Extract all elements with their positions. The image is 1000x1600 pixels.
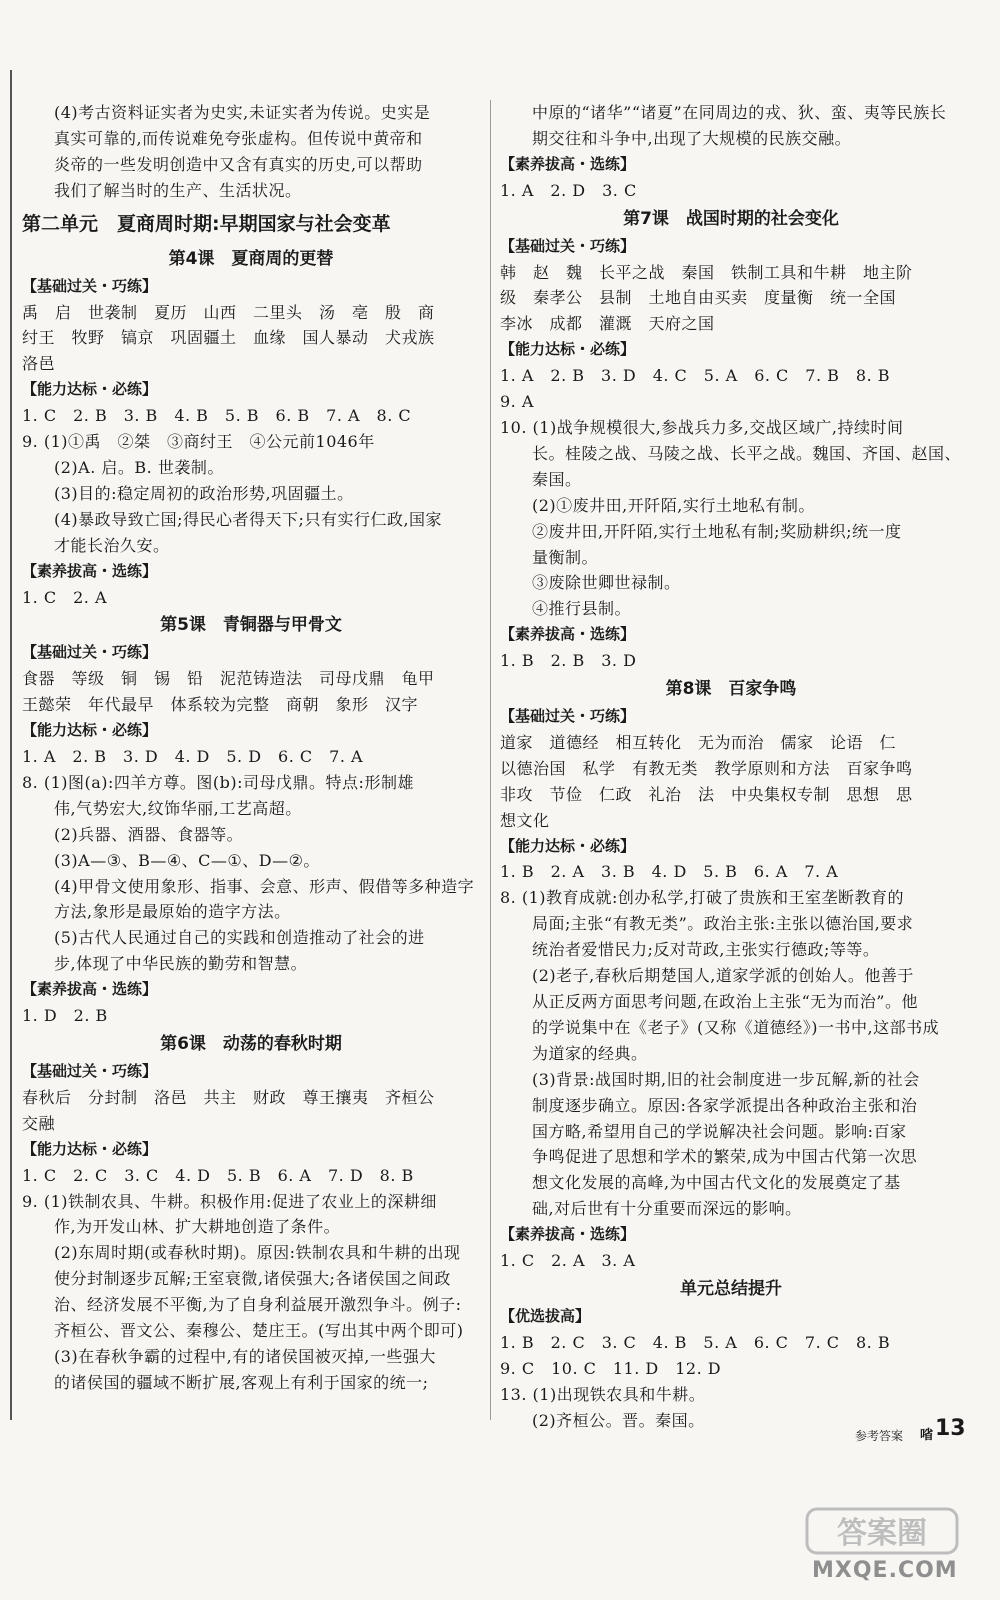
text-line: (2)东周时期(或春秋时期)。原因:铁制农具和牛耕的出现 — [54, 1243, 461, 1263]
text-line: (2)兵器、酒器、食器等。 — [54, 824, 244, 844]
text-line: 9. (1)①禹 ②桀 ③商纣王 ④公元前1046年 — [22, 432, 375, 452]
text-line: 长。桂陵之战、马陵之战、长平之战。魏国、齐国、赵国、 — [532, 443, 962, 463]
text-line: 10. (1)战争规模很大,参战兵力多,交战区域广,持续时间 — [500, 417, 904, 437]
text-line: 齐桓公、晋文公、秦穆公、楚庄王。(写出其中两个即可) — [54, 1321, 464, 1341]
section-heading: 【优选拔高】 — [500, 1306, 591, 1325]
watermark-site: MXQE.COM — [812, 1558, 958, 1583]
lesson-title: 第5课 青铜器与甲骨文 — [160, 615, 342, 636]
text-line: 纣王 牧野 镐京 巩固疆土 血缘 国人暴动 犬戎族 — [22, 328, 435, 348]
text-line: 1. A 2. B 3. D 4. C 5. A 6. C 7. B 8. B — [500, 366, 891, 386]
text-line: 的学说集中在《老子》(又称《道德经》)一书中,这部书成 — [532, 1017, 940, 1037]
section-heading: 【能力达标・必练】 — [22, 380, 158, 399]
text-line: 步,体现了中华民族的勤劳和智慧。 — [54, 954, 308, 974]
text-line: 道家 道德经 相互转化 无为而治 儒家 论语 仁 — [500, 732, 897, 752]
watermark-logo — [805, 1505, 965, 1557]
section-heading: 【能力达标・必练】 — [22, 721, 158, 740]
text-line: 1. C 2. C 3. C 4. D 5. B 6. A 7. D 8. B — [22, 1165, 414, 1185]
text-line: ③废除世卿世禄制。 — [532, 573, 681, 593]
text-line: 王懿荣 年代最早 体系较为完整 商朝 象形 汉字 — [22, 695, 419, 715]
section-heading: 【能力达标・必练】 — [500, 340, 636, 359]
text-line: 从正反两方面思考问题,在政治上主张“无为而治”。他 — [532, 992, 918, 1011]
text-line: (2)老子,春秋后期楚国人,道家学派的创始人。他善于 — [532, 966, 914, 986]
text-line: 使分封制逐步瓦解;王室衰微,诸侯强大;各诸侯国之间政 — [54, 1269, 451, 1289]
section-heading: 【基础过关・巧练】 — [22, 276, 158, 295]
text-line: 期交往和斗争中,出现了大规模的民族交融。 — [532, 128, 852, 148]
text-line: 食器 等级 铜 锡 铅 泥范铸造法 司母戊鼎 龟甲 — [22, 669, 435, 689]
text-line: 春秋后 分封制 洛邑 共主 财政 尊王攘夷 齐桓公 — [22, 1087, 435, 1107]
section-heading: 【基础过关・巧练】 — [500, 236, 636, 255]
text-line: (4)暴政导致亡国;得民心者得天下;只有实行仁政,国家 — [54, 509, 443, 529]
text-line: 为道家的经典。 — [532, 1043, 648, 1063]
text-line: 秦国。 — [532, 469, 582, 489]
text-line: 量衡制。 — [532, 547, 599, 567]
text-line: 伟,气势宏大,纹饰华丽,工艺高超。 — [54, 798, 302, 818]
text-line: 禹 启 世袭制 夏历 山西 二里头 汤 亳 殷 商 — [22, 302, 435, 322]
text-line: 统治者爱惜民力;反对苛政,主张实行德政;等等。 — [532, 940, 880, 960]
text-line: 1. A 2. D 3. C — [500, 180, 637, 200]
section-heading: 【素养拔高・选练】 — [500, 625, 636, 644]
text-line: 我们了解当时的生产、生活状况。 — [54, 180, 302, 200]
text-line: (3)在春秋争霸的过程中,有的诸侯国被灭掉,一些强大 — [54, 1346, 436, 1366]
text-line: 1. C 2. A — [22, 587, 108, 607]
text-line: (4)考古资料证实者为史实,未证实者为传说。史实是 — [54, 103, 431, 122]
text-line: ②废井田,开阡陌,实行土地私有制;奖励耕织;统一度 — [532, 521, 902, 541]
text-line: 非攻 节俭 仁政 礼治 法 中央集权专制 思想 思 — [500, 784, 913, 804]
section-heading: 【素养拔高・选练】 — [500, 1225, 636, 1244]
text-line: 1. B 2. A 3. B 4. D 5. B 6. A 7. A — [500, 862, 839, 882]
lesson-title: 第7课 战国时期的社会变化 — [623, 208, 839, 229]
text-line: 真实可靠的,而传说难免夸张虚构。但传说中黄帝和 — [54, 128, 423, 148]
text-line: 1. B 2. C 3. C 4. B 5. A 6. C 7. C 8. B — [500, 1332, 891, 1352]
text-line: 韩 赵 魏 长平之战 秦国 铁制工具和牛耕 地主阶 — [500, 262, 913, 282]
text-line: 9. (1)铁制农具、牛耕。积极作用:促进了农业上的深耕细 — [22, 1191, 437, 1211]
page-edge-line — [10, 70, 12, 1420]
lesson-title: 第4课 夏商周的更替 — [168, 248, 334, 269]
text-line: 1. C 2. A 3. A — [500, 1251, 636, 1271]
text-line: 炎帝的一些发明创造中又含有真实的历史,可以帮助 — [54, 154, 423, 174]
text-line: 的诸侯国的疆域不断扩展,客观上有利于国家的统一; — [54, 1372, 429, 1392]
text-line: 争鸣促进了思想和学术的繁荣,成为中国古代第一次思 — [532, 1147, 918, 1167]
text-line: 1. A 2. B 3. D 4. D 5. D 6. C 7. A — [22, 747, 364, 767]
section-heading: 【素养拔高・选练】 — [22, 980, 158, 999]
text-line: 洛邑 — [22, 354, 56, 374]
text-line: (3)背景:战国时期,旧的社会制度进一步瓦解,新的社会 — [532, 1069, 920, 1089]
section-heading: 【能力达标・必练】 — [22, 1139, 158, 1158]
column-divider — [490, 100, 491, 1420]
section-heading: 【基础过关・巧练】 — [500, 707, 636, 726]
watermark-logo-text: 答案圈 — [837, 1516, 927, 1551]
text-line: (3)A—③、B—④、C—①、D—②。 — [54, 850, 320, 870]
text-line: 中原的“诸华”“诸夏”在同周边的戎、狄、蛮、夷等民族长 — [532, 103, 947, 122]
section-heading: 【基础过关・巧练】 — [22, 1062, 158, 1080]
lesson-title: 第8课 百家争鸣 — [665, 679, 797, 700]
text-line: 级 秦孝公 县制 土地自由买卖 度量衡 统一全国 — [500, 288, 897, 308]
text-line: 1. C 2. B 3. B 4. B 5. B 6. B 7. A 8. C — [22, 406, 412, 426]
text-line: 13. (1)出现铁农具和牛耕。 — [500, 1384, 706, 1404]
text-line: 治、经济发展不平衡,为了自身利益展开激烈争斗。例子: — [54, 1295, 462, 1315]
text-line: 9. C 10. C 11. D 12. D — [500, 1358, 722, 1378]
text-line: 才能长治久安。 — [54, 535, 170, 555]
text-line: 局面;主张“有教无类”。政治主张:主张以德治国,要求 — [532, 914, 914, 934]
lesson-title: 第6课 动荡的春秋时期 — [160, 1034, 342, 1054]
section-heading: 【基础过关・巧练】 — [22, 643, 158, 662]
text-line: (5)古代人民通过自己的实践和创造推动了社会的进 — [54, 928, 425, 948]
page-number: 13 — [935, 1416, 966, 1441]
text-line: 1. B 2. B 3. D — [500, 651, 637, 671]
text-line: ④推行县制。 — [532, 599, 632, 619]
text-line: (4)甲骨文使用象形、指事、会意、形声、假借等多种造字 — [54, 876, 475, 896]
footer-label: 参考答案 — [855, 1429, 904, 1443]
unit-title: 第二单元 夏商周时期:早期国家与社会变革 — [22, 212, 391, 235]
right-column — [500, 100, 962, 1434]
text-line: 8. (1)图(a):四羊方尊。图(b):司母戊鼎。特点:形制雄 — [22, 772, 414, 792]
text-line: 想文化 — [500, 810, 550, 830]
footer-page-prefix: 㗂 — [920, 1428, 934, 1443]
lesson-title: 单元总结提升 — [680, 1278, 782, 1299]
text-line: 8. (1)教育成就:创办私学,打破了贵族和王室垄断教育的 — [500, 888, 904, 908]
text-line: 李冰 成都 灌溉 天府之国 — [500, 314, 715, 334]
section-heading: 【素养拔高・选练】 — [22, 561, 158, 580]
text-line: (2)A. 启。B. 世袭制。 — [54, 457, 224, 477]
left-column — [22, 100, 480, 1396]
text-line: 国方略,希望用自己的学说解决社会问题。影响:百家 — [532, 1121, 907, 1141]
text-line: (3)目的:稳定周初的政治形势,巩固疆土。 — [54, 483, 354, 503]
text-line: 想文化发展的高峰,为中国古代文化的发展奠定了基 — [532, 1173, 901, 1193]
text-line: 础,对后世有十分重要而深远的影响。 — [532, 1199, 802, 1219]
text-line: (2)①废井田,开阡陌,实行土地私有制。 — [532, 495, 815, 515]
text-line: 交融 — [22, 1113, 56, 1133]
text-line: 1. D 2. B — [22, 1006, 108, 1026]
text-line: 作,为开发山林、扩大耕地创造了条件。 — [54, 1217, 341, 1237]
section-heading: 【素养拔高・选练】 — [500, 154, 636, 173]
text-line: 制度逐步确立。原因:各家学派提出各种政治主张和治 — [532, 1095, 918, 1115]
text-line: (2)齐桓公。晋。秦国。 — [532, 1410, 705, 1430]
text-line: 9. A — [500, 392, 534, 412]
text-line: 以德治国 私学 有教无类 教学原则和方法 百家争鸣 — [500, 758, 913, 778]
section-heading: 【能力达标・必练】 — [500, 836, 636, 855]
text-line: 方法,象形是最原始的造字方法。 — [54, 902, 291, 922]
